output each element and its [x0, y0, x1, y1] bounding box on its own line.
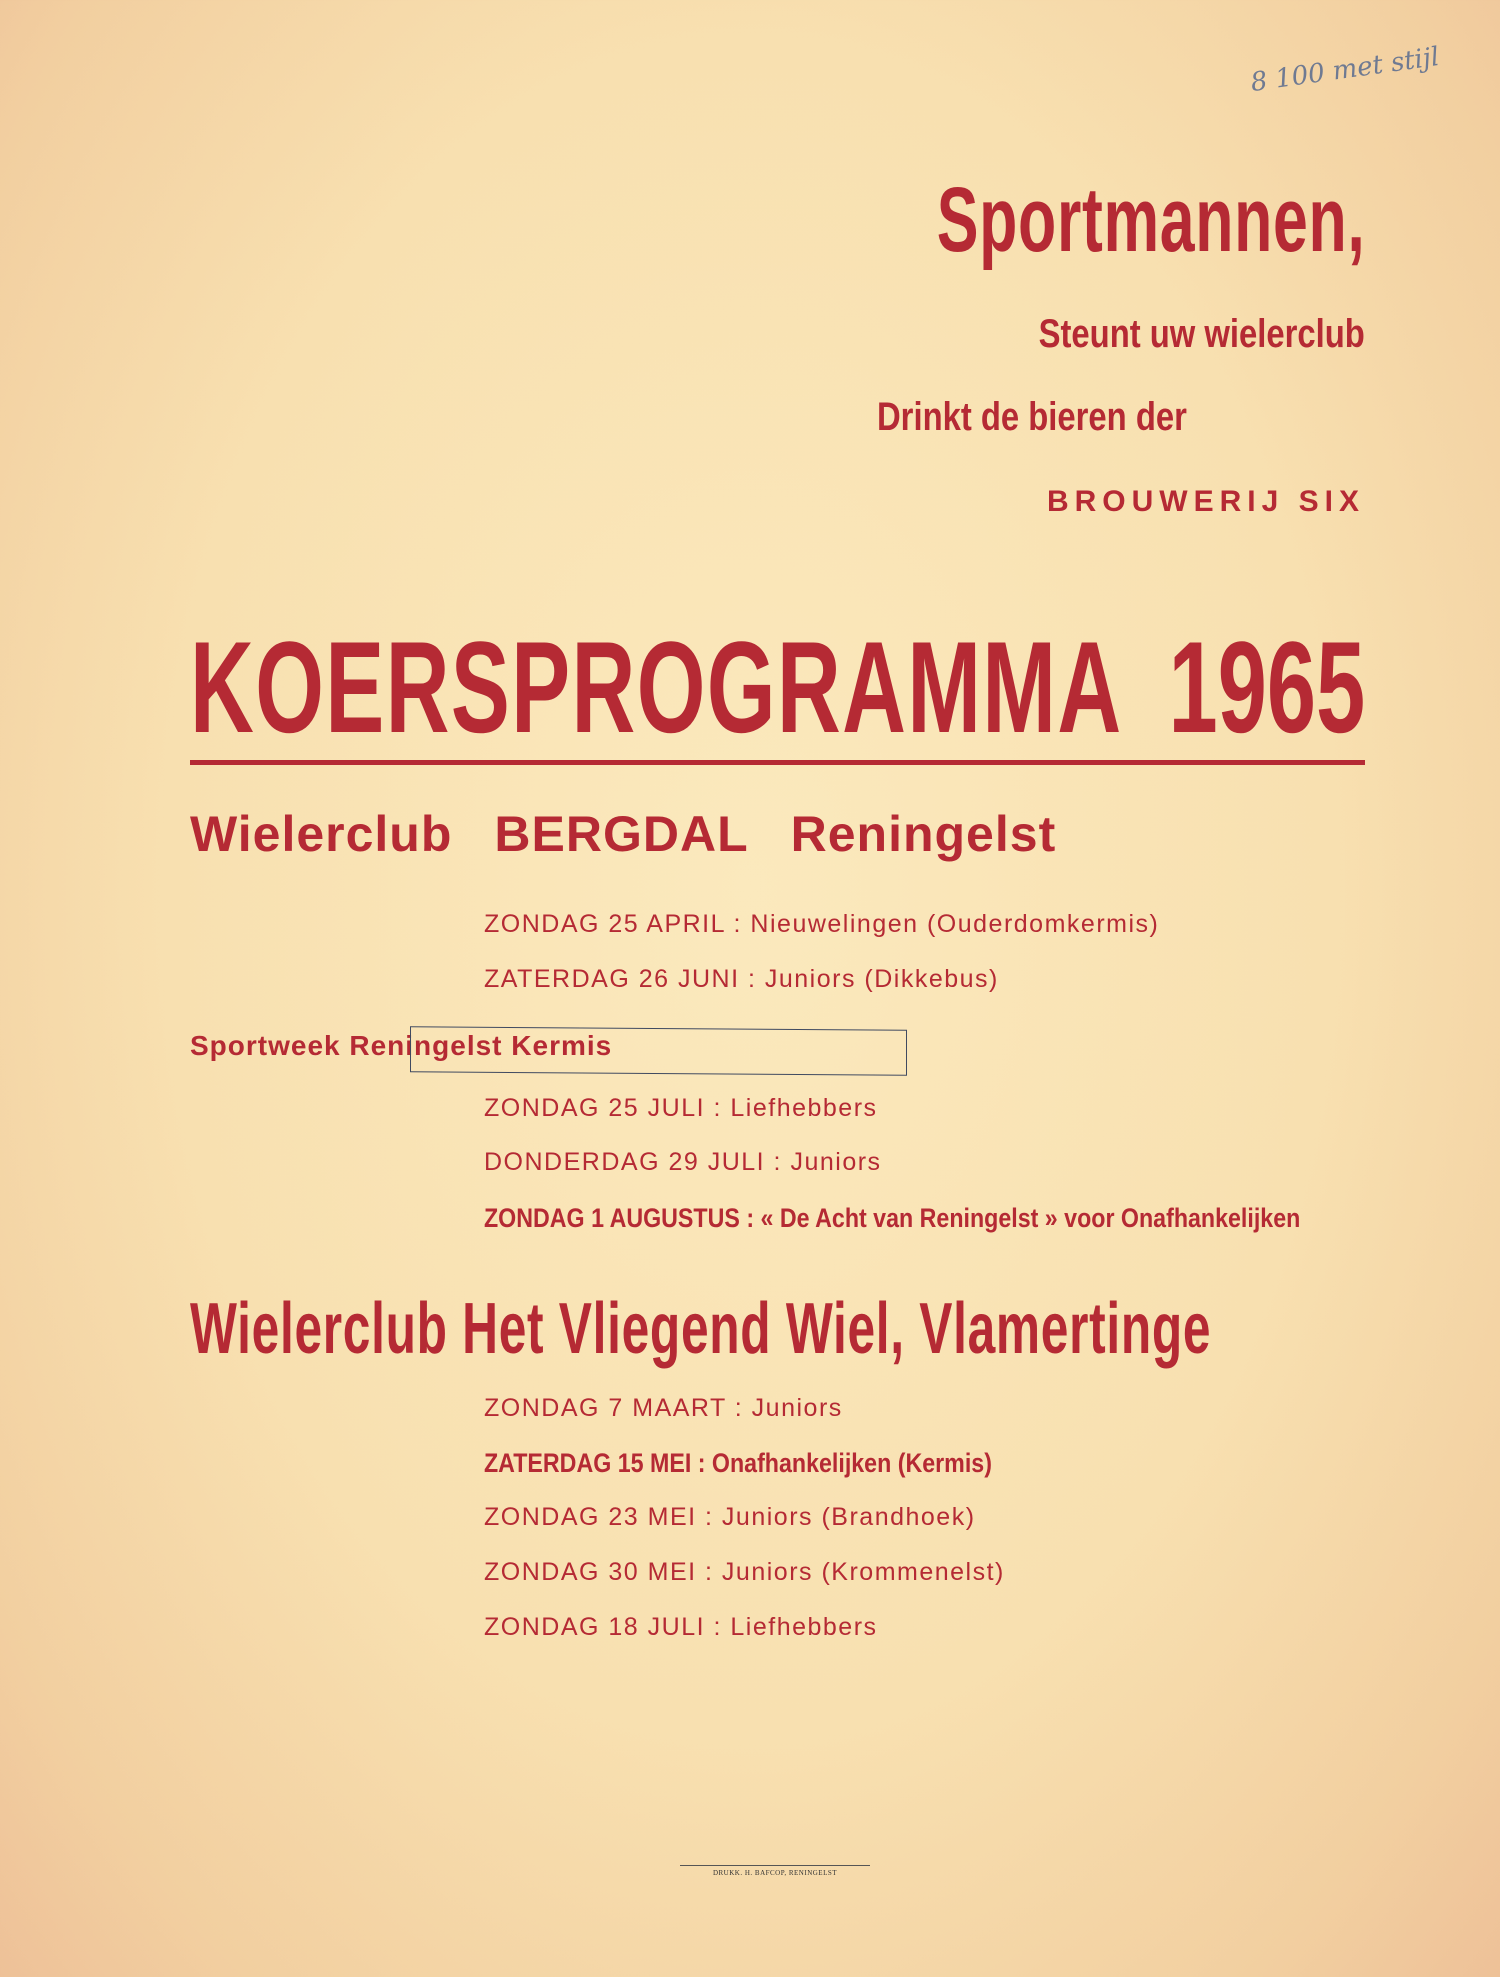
slogan-line-1: Steunt uw wielerclub	[1038, 312, 1365, 356]
club1-heading	[190, 805, 1098, 863]
club1-word2: BERGDAL	[494, 806, 749, 862]
headline-text: Sportmannen,	[936, 169, 1365, 271]
event-item: ZATERDAG 26 JUNI : Juniors (Dikkebus)	[484, 965, 999, 993]
event-item: ZONDAG 7 MAART : Juniors	[484, 1394, 843, 1422]
title-year: 1965	[1168, 614, 1365, 760]
event-item: DONDERDAG 29 JULI : Juniors	[484, 1148, 882, 1176]
club1-word1: Wielerclub	[190, 806, 453, 862]
event-item: ZONDAG 30 MEI : Juniors (Krommenelst)	[484, 1558, 1005, 1586]
slogan-line-2: Drinkt de bieren der	[877, 395, 1187, 439]
event-item: ZONDAG 23 MEI : Juniors (Brandhoek)	[484, 1503, 976, 1531]
title-main: KOERSPROGRAMMA	[190, 614, 1123, 760]
club2-heading	[190, 1288, 1500, 1370]
event-item-bold: ZATERDAG 15 MEI : Onafhankelijken (Kermis)	[484, 1448, 992, 1478]
event-item: ZONDAG 25 JULI : Liefhebbers	[484, 1094, 878, 1122]
page-title	[190, 612, 1365, 765]
handwritten-note: 8 100 met stijl	[1248, 41, 1442, 99]
highlight-event: ZONDAG 1 AUGUSTUS : « De Acht van Reningelst » voor Onafhankelijken	[484, 1203, 1301, 1233]
headline	[735, 168, 1365, 273]
printer-imprint: DRUKK. H. BAFCOP, RENINGELST	[680, 1865, 870, 1877]
event-item: ZONDAG 18 JULI : Liefhebbers	[484, 1613, 878, 1641]
club2-name: Wielerclub Het Vliegend Wiel, Vlamertinge	[190, 1289, 1212, 1369]
pencil-box-mark	[410, 1026, 907, 1075]
club1-word3: Reningelst	[790, 806, 1057, 862]
event-item: ZONDAG 25 APRIL : Nieuwelingen (Ouderdomkermis)	[484, 910, 1160, 938]
sportweek-label: Sportweek Reningelst Kermis	[190, 1030, 613, 1061]
brewery-name: BROUWERIJ SIX	[1046, 485, 1365, 518]
